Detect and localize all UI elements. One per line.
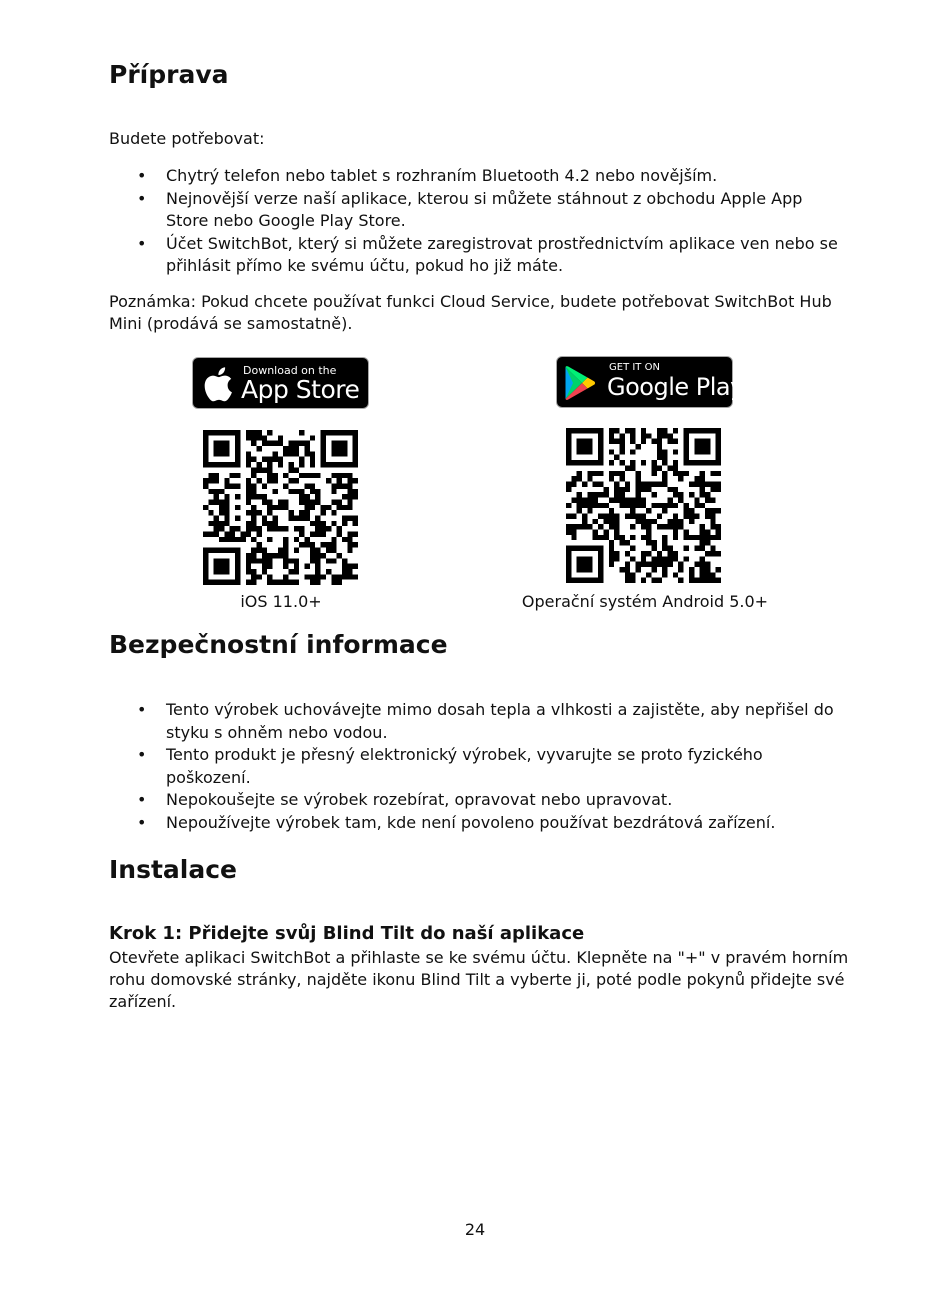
android-requirement-caption: Operační systém Android 5.0+ — [521, 592, 769, 611]
google-play-small-label: GET IT ON — [609, 362, 660, 373]
safety-list — [109, 699, 849, 834]
list-item: • Nejnovější verze naší aplikace, kterou si můžete stáhnout z obchodu Apple App Store nebo Google Play Store. — [137, 188, 803, 230]
page-number: 24 — [464, 1220, 486, 1239]
section-heading-safety: Bezpečnostní informace — [109, 630, 448, 659]
app-store-badge[interactable] — [192, 357, 369, 409]
bullet-icon: • — [137, 233, 147, 253]
preparation-intro: Budete potřebovat: — [109, 129, 265, 148]
list-item: • Účet SwitchBot, který si můžete zaregistrovat prostřednictvím aplikace ven nebo se přihlásit přímo ke svému účtu, pokud ho již máte. — [137, 233, 838, 275]
section-heading-installation: Instalace — [109, 855, 238, 884]
bullet-icon: • — [137, 700, 147, 719]
step-1-text: Otevřete aplikaci SwitchBot a přihlaste se ke svému účtu. Klepněte na "+" v pravém horním rohu domovské stránky, najděte ikonu Blind Tilt a vyberte ji, poté podle pokynů přidejte své zařízení. — [109, 948, 849, 1011]
bullet-icon: • — [137, 745, 147, 764]
android-qr-code-icon — [566, 428, 721, 583]
ios-requirement-caption: iOS 11.0+ — [240, 592, 322, 611]
ios-qr-code-icon — [203, 430, 358, 585]
google-play-icon — [564, 366, 596, 404]
bullet-icon: • — [137, 790, 147, 809]
bullet-icon: • — [137, 812, 147, 832]
preparation-note: Poznámka: Pokud chcete používat funkci Cloud Service, budete potřebovat SwitchBot Hub Mini (prodává se samostatně). — [109, 292, 832, 333]
step-1-title: Krok 1: Přidejte svůj Blind Tilt do naší aplikace — [109, 923, 585, 944]
google-play-label: Google Play — [607, 373, 744, 401]
list-item: • Nepoužívejte výrobek tam, kde není povoleno používat bezdrátová zařízení. — [109, 812, 849, 835]
app-store-small-label: Download on the — [243, 364, 337, 377]
list-item: • Tento produkt je přesný elektronický výrobek, vyvarujte se proto fyzického poškození. — [137, 745, 763, 787]
apple-icon — [203, 366, 233, 406]
bullet-icon: • — [137, 166, 147, 185]
bullet-icon: • — [137, 188, 147, 208]
list-item: • Nepokoušejte se výrobek rozebírat, opravovat nebo upravovat. — [109, 789, 849, 812]
section-heading-preparation: Příprava — [109, 60, 229, 89]
list-item: • Chytrý telefon nebo tablet s rozhraním Bluetooth 4.2 nebo novějším. — [109, 165, 849, 188]
list-item: • Tento výrobek uchovávejte mimo dosah tepla a vlhkosti a zajistěte, aby nepřišel do styku s ohněm nebo vodou. — [137, 700, 834, 742]
preparation-list — [109, 165, 849, 278]
app-store-label: App Store — [241, 375, 360, 404]
google-play-badge[interactable] — [556, 356, 744, 408]
